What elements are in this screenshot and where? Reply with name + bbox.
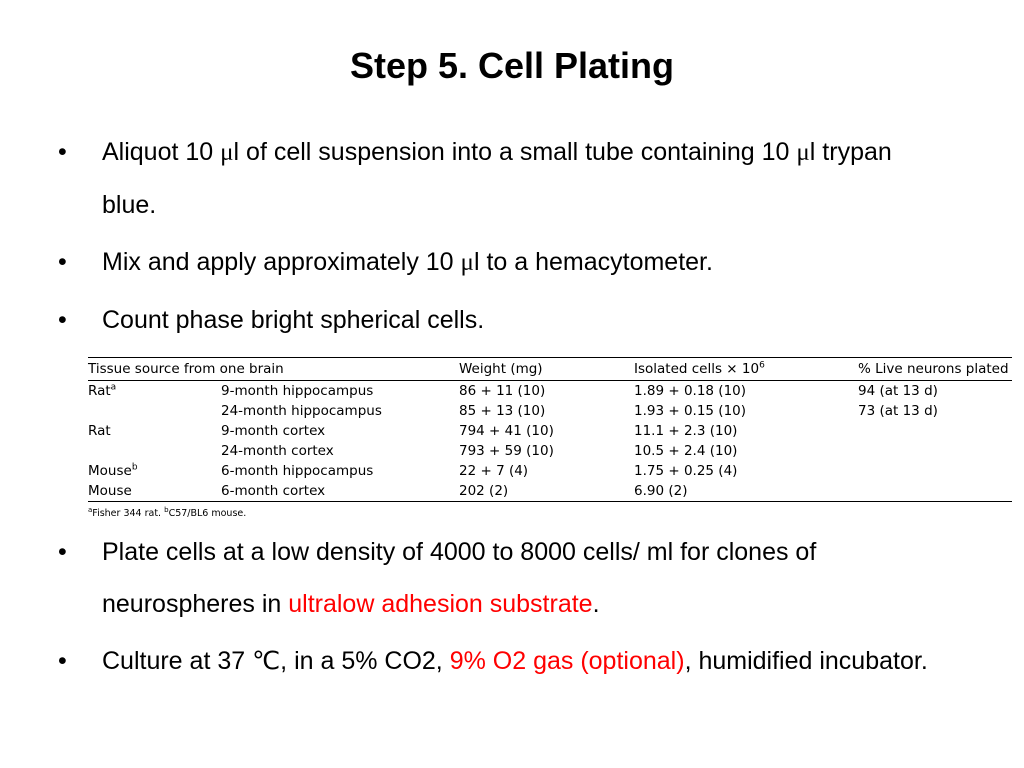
bullet-marker: • — [58, 647, 67, 675]
table-row — [88, 381, 1012, 402]
cell-yield-table — [88, 357, 1012, 520]
cell-weight: 85 + 13 (10) — [459, 403, 546, 419]
bullet-text: Culture at 37 ℃, in a 5% CO2, 9% O2 gas (optional), humidified incubator. — [102, 647, 928, 675]
cell-species — [88, 441, 221, 461]
cell-species: Mouse$^b$ — [88, 462, 138, 479]
header-cells: Isolated cells × $10^6$ — [634, 358, 858, 381]
bullet-text: Mix and apply approximately 10 μl to a hemacytometer. — [102, 248, 713, 276]
cell-tissue: 24-month cortex — [221, 443, 334, 459]
cell-cells: 1.89 + 0.18 (10) — [634, 383, 747, 399]
cell-weight: 794 + 41 (10) — [459, 423, 554, 439]
highlight-o2: 9% O2 gas (optional) — [449, 647, 685, 675]
bullet-text: Aliquot 10 μl of cell suspension into a small tube containing 10 μl trypan blue. — [102, 138, 892, 219]
cell-weight: 86 + 11 (10) — [459, 383, 546, 399]
table-row — [88, 421, 1012, 441]
header-live: % Live neurons plated — [858, 358, 1012, 381]
bullet-marker: • — [58, 306, 67, 334]
cell-species: Mouse — [88, 481, 221, 502]
cell-live — [858, 461, 1012, 481]
cell-live — [858, 421, 1012, 441]
table-row — [88, 461, 1012, 481]
header-source: Tissue source from one brain — [88, 358, 459, 381]
bullet-marker: • — [58, 248, 67, 276]
cell-live — [858, 481, 1012, 502]
cell-cells: 6.90 (2) — [634, 481, 858, 502]
table-row — [88, 441, 1012, 461]
cell-tissue: 9-month cortex — [221, 423, 326, 439]
cell-species — [88, 401, 221, 421]
cell-weight: 202 (2) — [459, 481, 634, 502]
table-footnote: $^a$Fisher 344 rat. $^b$C57/BL6 mouse. — [88, 505, 247, 519]
cell-cells: 1.93 + 0.15 (10) — [634, 403, 747, 419]
highlight-substrate: ultralow adhesion substrate — [288, 590, 593, 618]
bullet-text: Count phase bright spherical cells. — [102, 306, 485, 334]
table-row — [88, 481, 1012, 502]
cell-live — [858, 441, 1012, 461]
cell-weight: 22 + 7 (4) — [459, 463, 529, 479]
cell-cells: 10.5 + 2.4 (10) — [634, 443, 738, 459]
bullet-marker: • — [58, 538, 67, 566]
cell-tissue: 6-month hippocampus — [221, 463, 374, 479]
cell-species: Rat$^a$ — [88, 382, 117, 399]
bullet-marker: • — [58, 138, 67, 166]
cell-species: Rat — [88, 423, 111, 439]
cell-cells: 1.75 + 0.25 (4) — [634, 463, 738, 479]
cell-tissue: 6-month cortex — [221, 481, 459, 502]
cell-cells: 11.1 + 2.3 (10) — [634, 423, 738, 439]
cell-tissue: 24-month hippocampus — [221, 403, 382, 419]
bullet-text: Plate cells at a low density of 4000 to 8000 cells/ ml for clones of neurospheres in ultralow adhesion substrate. — [102, 538, 817, 618]
cell-live: 94 (at 13 d) — [858, 383, 938, 399]
cell-tissue: 9-month hippocampus — [221, 383, 374, 399]
cell-live: 73 (at 13 d) — [858, 403, 938, 419]
header-weight: Weight (mg) — [459, 358, 634, 381]
cell-weight: 793 + 59 (10) — [459, 443, 554, 459]
slide-title: Step 5. Cell Plating — [349, 45, 675, 86]
table-header-row — [88, 358, 1012, 381]
table-row — [88, 401, 1012, 421]
